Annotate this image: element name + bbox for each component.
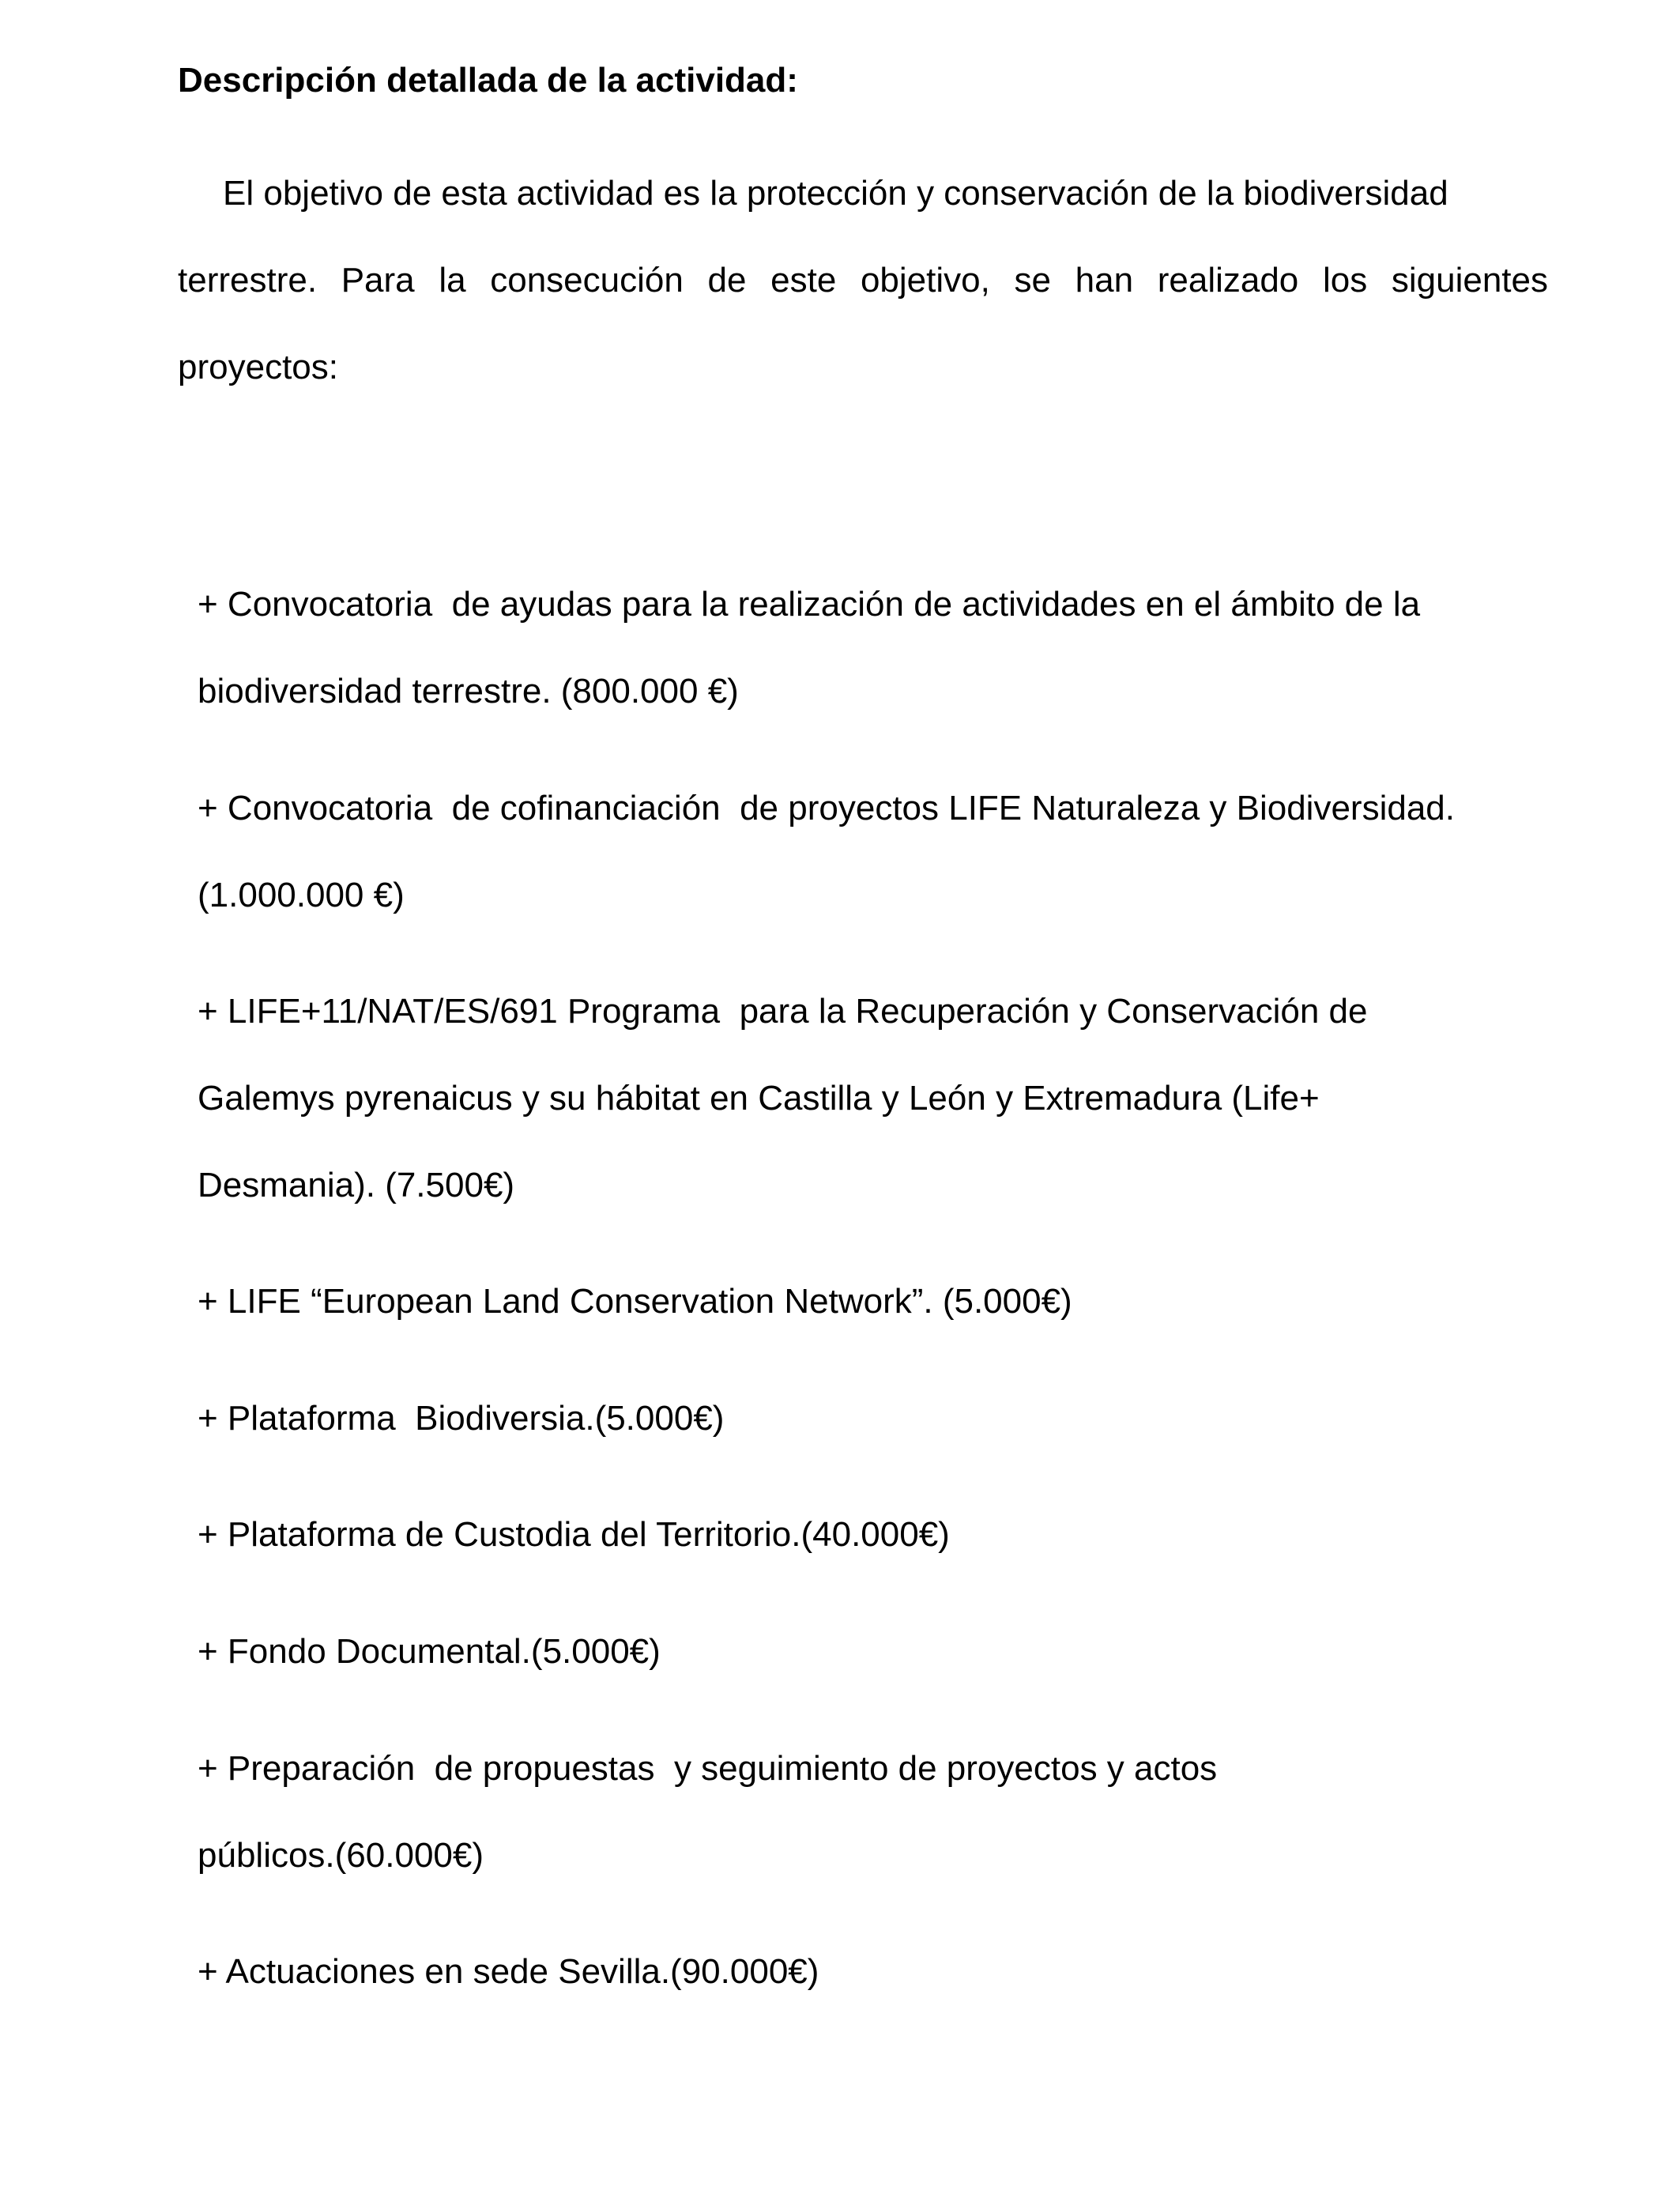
list-item-line: públicos.(60.000€) [198,1836,484,1875]
list-item-line: biodiversidad terrestre. (800.000 €) [198,672,739,711]
intro-line-2: terrestre. Para la consecución de este objetivo, se han realizado los siguientes [178,261,1548,300]
intro-line-1: El objetivo de esta actividad es la protección y conservación de la biodiversidad [223,174,1448,213]
list-item-line: + Plataforma Biodiversia.(5.000€) [198,1399,725,1438]
list-item-line: + Plataforma de Custodia del Territorio.(40.000€) [198,1515,950,1554]
section-heading: Descripción detallada de la actividad: [178,61,798,100]
list-item-line: (1.000.000 €) [198,876,405,914]
list-item-line: + Preparación de propuestas y seguimiento de proyectos y actos [198,1749,1218,1788]
list-item-line: + Convocatoria de ayudas para la realización de actividades en el ámbito de la [198,585,1421,624]
list-item-line: + Actuaciones en sede Sevilla.(90.000€) [198,1952,819,1991]
intro-line-3: proyectos: [178,348,338,386]
list-item-line: Desmania). (7.500€) [198,1166,515,1204]
list-item-line: + Convocatoria de cofinanciación de proyectos LIFE Naturaleza y Biodiversidad. [198,789,1455,827]
list-item-line: + LIFE+11/NAT/ES/691 Programa para la Recuperación y Conservación de [198,992,1368,1031]
list-item-line: Galemys pyrenaicus y su hábitat en Castilla y León y Extremadura (Life+ [198,1079,1320,1118]
list-item-line: + LIFE “European Land Conservation Network”. (5.000€) [198,1282,1072,1321]
list-item-line: + Fondo Documental.(5.000€) [198,1632,661,1671]
